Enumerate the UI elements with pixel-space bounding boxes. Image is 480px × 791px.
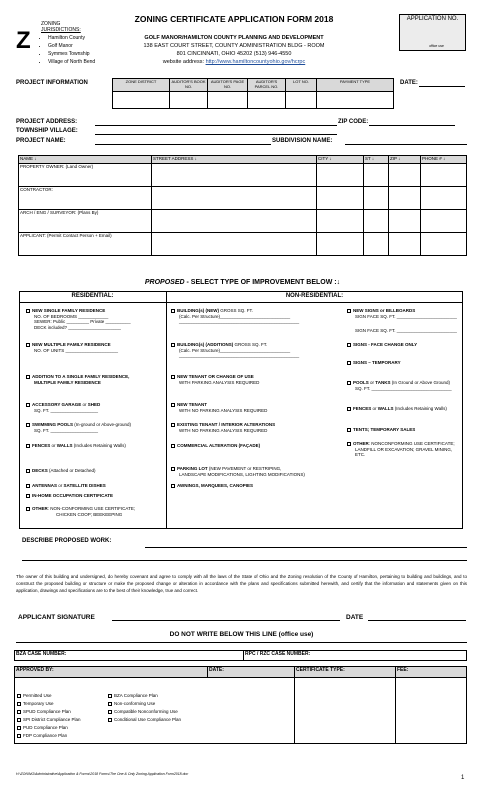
option-label: TANKS	[375, 380, 391, 385]
col-book-no: AUDITOR'S BOOK NO.	[170, 79, 208, 92]
checkbox[interactable]	[347, 361, 351, 365]
checkbox[interactable]	[347, 428, 351, 432]
legal-statement: The owner of this building and undersigned, do hereby covenant and agree to comply with all the laws of the State of Ohio and the Zoning resolution of the County of Hamilton, pertaining to building and buildings, and to construct the proposed building or structure or make the proposed change or alteration in accordance with the plans and specifications submitted herewith, and certify that the information and statements given on this application, drawings and specifications are to the best of their knowledge, true and correct.	[16, 574, 467, 593]
cert-option[interactable]	[17, 708, 81, 716]
office-use-rule	[16, 642, 467, 643]
option-detail: WITH NO PARKING ANALYSIS REQUIRED	[179, 427, 268, 433]
option-label: SWIMMING POOLS	[32, 422, 73, 427]
option-other-nonres[interactable]	[347, 441, 461, 458]
describe-work-label: DESCRIBE PROPOSED WORK:	[22, 538, 112, 544]
residential-header: RESIDENTIAL:	[71, 293, 114, 299]
option-new-single-family[interactable]	[26, 308, 131, 330]
improvement-title-italic: PROPOSED	[144, 279, 185, 286]
certificate-options-col-1	[17, 692, 81, 740]
option-label: DECKS	[32, 468, 48, 473]
cert-option[interactable]	[17, 692, 81, 700]
jurisdiction-item: • Village of North Bend	[48, 58, 95, 66]
option-label: SPUD Compliance Plan	[23, 709, 71, 714]
contact-cell[interactable]	[317, 233, 364, 256]
cert-option[interactable]	[17, 732, 81, 740]
option-sub: (In Ground or Above Ground)	[390, 380, 450, 385]
option-new-tenant[interactable]	[171, 402, 267, 413]
contacts-table	[18, 155, 467, 256]
approval-date-label: DATE:	[208, 667, 295, 678]
office-info	[118, 34, 350, 66]
option-label: FENCES	[353, 406, 372, 411]
case-numbers-table	[14, 650, 467, 661]
option-detail: NO. OF BEDROOMS ____________	[34, 313, 109, 319]
project-info-table	[112, 78, 394, 109]
option-detail: (Calc. Per Structure)____________________________	[179, 313, 291, 319]
option-fences-walls-nonres[interactable]	[347, 406, 447, 412]
option-fences-walls[interactable]	[26, 443, 126, 449]
option-detail: SQ. FT. ___________________	[34, 407, 99, 413]
option-label: Conditional Use Compliance Plan	[114, 717, 182, 722]
option-label: SIGNS - FACE CHANGE ONLY	[353, 342, 418, 347]
cert-option[interactable]	[17, 700, 81, 708]
contact-cell[interactable]	[421, 187, 467, 210]
contact-cell[interactable]	[317, 210, 364, 233]
zoning-label: ZONING	[41, 21, 61, 27]
checkbox[interactable]	[347, 343, 351, 347]
contact-cell[interactable]	[317, 164, 364, 187]
approval-table	[14, 666, 467, 744]
option-label: BZA Compliance Plan	[114, 693, 158, 698]
option-label: WALLS	[56, 443, 73, 448]
option-label: BUILDING(s) (NEW)	[177, 308, 219, 313]
option-label: ANTENNAS	[32, 483, 58, 488]
option-or: or	[371, 406, 378, 411]
zone-district-input[interactable]	[113, 92, 170, 109]
option-label: NEW TENANT OR CHANGE OF USE	[177, 374, 254, 379]
option-sub: (Attached or Detached)	[47, 468, 96, 473]
certificate-options-col-2	[108, 692, 181, 724]
option-existing-tenant[interactable]	[171, 422, 275, 433]
option-label: TENTS; TEMPORARY SALES	[353, 427, 416, 432]
option-or: or	[50, 443, 57, 448]
office-address-2: 801 CINCINNATI, OHIO 45202 (513) 946-4550	[176, 51, 292, 57]
project-information-label: PROJECT INFORMATION	[16, 80, 88, 86]
checkbox[interactable]	[108, 702, 112, 706]
applicant-signature-label: APPLICANT SIGNATURE	[18, 614, 95, 621]
project-address-label: PROJECT ADDRESS:	[16, 119, 78, 125]
contact-cell[interactable]	[152, 210, 317, 233]
office-address-1: 138 EAST COURT STREET, COUNTY ADMINISTRATION BLDG - ROOM	[143, 43, 325, 49]
option-detail: MULTIPLE FAMILY RESIDENCE	[34, 379, 101, 385]
option-label: AWNINGS, MARQUEES, CANOPIES	[177, 483, 254, 488]
option-new-tenant-change-of-use[interactable]	[171, 374, 259, 385]
cert-option[interactable]	[17, 716, 81, 724]
jurisdictions-block	[41, 21, 95, 66]
col-parcel-no: AUDITOR'S PARCEL NO.	[248, 79, 286, 92]
option-detail: LANDFILL OR EXCAVATION; GRAVEL MINING, ETC.	[355, 446, 453, 457]
jurisdictions-list	[41, 34, 95, 66]
option-signs-face-change[interactable]	[347, 342, 417, 348]
contact-row-label[interactable]: ARCH / ENG / SURVEYOR: (Plans By)	[19, 210, 152, 233]
jurisdictions-label: JURISDICTIONS:	[41, 27, 81, 33]
describe-work-field-1[interactable]	[145, 547, 467, 548]
header-name: NAME ↓	[19, 156, 152, 164]
option-label: Non-conforming Use	[114, 701, 156, 706]
improvement-title	[18, 279, 467, 287]
contact-row-label[interactable]: APPLICANT: (Permit Contact Person + Email)	[19, 233, 152, 256]
option-sub: (Includes Retaining Walls)	[72, 443, 126, 448]
option-sub: : NON-CONFORMING USE CERTIFICATE;	[47, 506, 136, 511]
checkbox[interactable]	[17, 734, 21, 738]
project-name-label: PROJECT NAME:	[16, 138, 66, 144]
option-garage-shed[interactable]	[26, 402, 100, 413]
checkbox[interactable]	[108, 718, 112, 722]
application-number-box[interactable]	[399, 14, 466, 51]
office-use-sub: (office use)	[276, 631, 314, 638]
cert-option[interactable]	[108, 716, 181, 724]
jurisdiction-item: • Symmes Township	[48, 50, 95, 58]
do-not-write-text: DO NOT WRITE BELOW THIS LINE	[169, 631, 277, 638]
checkbox[interactable]	[26, 469, 30, 473]
cert-option[interactable]	[108, 708, 181, 716]
option-tents[interactable]	[347, 427, 415, 433]
nonresidential-header: NON-RESIDENTIAL:	[285, 293, 344, 299]
payment-type-input[interactable]	[317, 92, 394, 109]
zip-code-field[interactable]	[369, 125, 455, 126]
option-sub: : NONCONFORMING USE CERTIFICATE;	[368, 441, 455, 446]
option-label: COMMERCIAL ALTERATION (FAÇADE)	[177, 443, 261, 448]
checkbox[interactable]	[17, 694, 21, 698]
footer-path: H:\ZONING\Administrative\Application & Forms\2018 Forms\The One & Only Zoning Application Form2018.doc	[16, 772, 189, 776]
option-detail: DECK included? _____________________	[34, 324, 121, 330]
option-detail: (Calc. Per Structure)____________________________	[179, 347, 291, 353]
checkbox[interactable]	[17, 718, 21, 722]
checkbox[interactable]	[171, 309, 175, 313]
option-label: IN-HOME OCCUPATION CERTIFICATE	[32, 493, 113, 498]
option-decks[interactable]	[26, 468, 96, 474]
option-detail: SIGN FACE SQ. FT. ________________________	[355, 328, 457, 333]
down-arrow-icon: ↓	[336, 279, 341, 286]
date-label: DATE:	[400, 80, 418, 86]
contact-cell[interactable]	[421, 233, 467, 256]
header-phone: PHONE # ↓	[421, 156, 467, 164]
col-lot-no: LOT NO.	[286, 79, 317, 92]
checkbox[interactable]	[171, 484, 175, 488]
township-label: TOWNSHIP VILLAGE:	[16, 128, 78, 134]
contact-cell[interactable]	[389, 187, 421, 210]
option-parking-lot[interactable]	[171, 466, 305, 477]
checkbox[interactable]	[17, 702, 21, 706]
option-label: ADDITION TO A SINGLE FAMILY RESIDENCE,	[32, 374, 130, 379]
option-label: NEW TENANT	[177, 402, 207, 407]
option-label: SIGNS – TEMPORARY	[353, 360, 401, 365]
form-title: ZONING CERTIFICATE APPLICATION FORM 2018	[134, 14, 334, 24]
contact-row-label[interactable]: CONTRACTOR:	[19, 187, 152, 210]
option-sub: GROSS SQ. FT.	[219, 308, 254, 313]
office-name: GOLF MANOR/HAMILTON COUNTY PLANNING AND DEVELOPMENT	[144, 35, 324, 41]
date-field[interactable]	[419, 86, 465, 87]
zip-code-label: ZIP CODE:	[338, 119, 369, 125]
lot-no-input[interactable]	[286, 92, 317, 109]
checkbox[interactable]	[26, 403, 30, 407]
option-new-multiple-family[interactable]	[26, 342, 118, 353]
checkbox[interactable]	[26, 494, 30, 498]
option-detail: SQ. FT. ________________________________	[355, 385, 452, 391]
website-label: website address:	[162, 59, 206, 65]
option-detail: ________________________________________________	[179, 353, 300, 358]
col-zone-district: ZONE DISTRICT	[113, 79, 170, 92]
option-swimming-pools[interactable]	[26, 422, 131, 433]
improvement-header-rule	[19, 302, 463, 303]
option-sub: (NEW PAVEMENT or RESTRIPING,	[207, 466, 282, 471]
township-field[interactable]	[95, 134, 337, 135]
contact-row-label[interactable]: PROPERTY OWNER: (Land Owner)	[19, 164, 152, 187]
option-detail: SQ. FT. ___________________	[34, 427, 99, 433]
certificate-type-label: CERTIFICATE TYPE:	[295, 667, 396, 678]
option-other-residential[interactable]	[26, 506, 135, 517]
option-label: EXISTING TENANT / INTERIOR ALTERATIONS	[177, 422, 276, 427]
checkbox[interactable]	[171, 467, 175, 471]
project-address-field[interactable]	[95, 125, 337, 126]
option-in-home-occupation[interactable]	[26, 493, 113, 499]
rpc-case-number-field[interactable]: RPC / RZC CASE NUMBER:	[244, 651, 467, 661]
checkbox[interactable]	[26, 309, 30, 313]
option-label: FENCES	[32, 443, 51, 448]
option-label: OTHER	[32, 506, 48, 511]
option-detail: ________________________________________________	[179, 319, 300, 324]
cert-option[interactable]	[108, 692, 181, 700]
checkbox[interactable]	[347, 381, 351, 385]
option-label: Compatible Nonconforming Use	[114, 709, 178, 714]
cert-option[interactable]	[108, 700, 181, 708]
option-label: NEW MULTIPLE FAMILY RESIDENCE	[32, 342, 111, 347]
checkbox[interactable]	[17, 726, 21, 730]
checkbox[interactable]	[171, 375, 175, 379]
option-awnings[interactable]	[171, 483, 253, 489]
option-signs-temporary[interactable]	[347, 360, 401, 366]
book-no-input[interactable]	[170, 92, 208, 109]
checkbox[interactable]	[26, 507, 30, 511]
option-label: NEW SIGNS or BILLBOARDS	[353, 308, 416, 313]
checkbox[interactable]	[26, 423, 30, 427]
signature-date-field[interactable]	[368, 620, 466, 621]
page-number: 1	[461, 775, 465, 781]
option-detail: WITH PARKING ANALYSIS REQUIRED	[179, 379, 260, 385]
option-detail: WITH NO PARKING ANALYSIS REQUIRED	[179, 407, 268, 413]
checkbox[interactable]	[171, 343, 175, 347]
checkbox[interactable]	[26, 484, 30, 488]
option-detail: SEWER: Public _________ Private __________	[34, 319, 131, 324]
option-detail: LANDSCAPE MODIFICATIONS, LIGHTING MODIFICATIONS)	[179, 471, 305, 477]
contact-cell[interactable]	[364, 210, 389, 233]
option-label: PUD Compliance Plan	[23, 725, 68, 730]
option-detail: NO. OF UNITS _____________________	[34, 347, 119, 353]
signature-date-label: DATE	[346, 614, 364, 621]
option-label: FDP Compliance Plan	[23, 733, 68, 738]
option-label: OTHER	[353, 441, 369, 446]
contact-cell[interactable]	[421, 210, 467, 233]
jurisdiction-item: • Golf Manor	[48, 42, 95, 50]
option-label: SPI District Compliance Plan	[23, 717, 81, 722]
fee-field[interactable]	[396, 678, 467, 744]
checkbox[interactable]	[108, 694, 112, 698]
option-sub: (In-ground or Above-ground)	[73, 422, 132, 427]
option-antennas[interactable]	[26, 483, 106, 489]
contact-cell[interactable]	[389, 233, 421, 256]
contact-cell[interactable]	[364, 187, 389, 210]
checkbox[interactable]	[26, 444, 30, 448]
fee-label: FEE:	[396, 667, 467, 678]
website-line	[118, 58, 350, 66]
office-use-heading	[16, 631, 467, 639]
cert-option[interactable]	[17, 724, 81, 732]
option-or: or	[81, 402, 88, 407]
application-number-label: APPLICATION NO.	[406, 16, 459, 22]
col-payment-type: PAYMENT TYPE	[317, 79, 394, 92]
describe-work-field-2[interactable]	[22, 560, 467, 561]
contact-cell[interactable]	[317, 187, 364, 210]
checkbox[interactable]	[171, 444, 175, 448]
checkbox[interactable]	[26, 375, 30, 379]
header-street: STREET ADDRESS ↓	[152, 156, 317, 164]
subdivision-field[interactable]	[345, 144, 467, 145]
contact-cell[interactable]	[152, 233, 317, 256]
checkbox[interactable]	[17, 710, 21, 714]
contact-cell[interactable]	[421, 164, 467, 187]
option-or: or	[368, 380, 376, 385]
header-state: ST ↓	[364, 156, 389, 164]
contact-cell[interactable]	[152, 187, 317, 210]
col-page-no: AUDITOR'S PAGE NO.	[208, 79, 248, 92]
option-building-new[interactable]	[171, 308, 299, 325]
contact-cell[interactable]	[364, 233, 389, 256]
option-label: Temporary Use	[23, 701, 54, 706]
bza-case-number-field[interactable]: BZA CASE NUMBER:	[15, 651, 244, 661]
option-sub: GROSS SQ. FT.	[233, 342, 268, 347]
checkbox[interactable]	[171, 423, 175, 427]
checkbox[interactable]	[347, 442, 351, 446]
option-label: BUILDING(s) (ADDITIONS)	[177, 342, 234, 347]
option-addition[interactable]	[26, 374, 129, 385]
office-use-note: office use	[429, 44, 444, 48]
option-building-additions[interactable]	[171, 342, 299, 359]
option-commercial-alteration[interactable]	[171, 443, 260, 449]
option-label: NEW SINGLE FAMILY RESIDENCE	[32, 308, 106, 313]
approved-by-label: APPROVED BY:	[15, 667, 208, 678]
contact-cell[interactable]	[364, 164, 389, 187]
contact-cell[interactable]	[389, 164, 421, 187]
option-label: SHED	[87, 402, 101, 407]
option-or: or	[57, 483, 64, 488]
website-link[interactable]: http://www.hamiltoncountyohio.gov/hcrpc	[205, 59, 306, 65]
parcel-no-input[interactable]	[248, 92, 286, 109]
improvement-title-text: - SELECT TYPE OF IMPROVEMENT BELOW :	[184, 279, 337, 286]
option-label: PARKING LOT	[177, 466, 208, 471]
checkbox[interactable]	[26, 343, 30, 347]
header-city: CITY ↓	[317, 156, 364, 164]
page-no-input[interactable]	[208, 92, 248, 109]
logo-letter: Z	[16, 27, 31, 54]
option-sub: (Includes Retaining Walls)	[393, 406, 447, 411]
checkbox[interactable]	[171, 403, 175, 407]
option-label: ACCESSORY GARAGE	[32, 402, 82, 407]
option-detail: CHICKEN COOP; BEEKEEPING	[56, 511, 123, 517]
option-label: WALLS	[377, 406, 394, 411]
contact-cell[interactable]	[389, 210, 421, 233]
option-pools-tanks[interactable]	[347, 380, 452, 391]
project-name-field[interactable]	[95, 144, 271, 145]
improvement-divider	[166, 291, 167, 529]
option-label: POOLS	[353, 380, 369, 385]
header-zip: ZIP ↓	[389, 156, 421, 164]
option-new-signs[interactable]	[347, 308, 457, 334]
applicant-signature-field[interactable]	[112, 620, 340, 621]
subdivision-label: SUBDIVISION NAME:	[272, 138, 333, 144]
option-label: SATELLITE DISHES	[63, 483, 106, 488]
checkbox[interactable]	[108, 710, 112, 714]
contact-cell[interactable]	[152, 164, 317, 187]
jurisdiction-item: • Hamilton County	[48, 34, 95, 42]
checkbox[interactable]	[347, 407, 351, 411]
certificate-type-field[interactable]	[295, 678, 396, 744]
option-label: Permitted Use	[23, 693, 52, 698]
checkbox[interactable]	[347, 309, 351, 313]
option-detail: SIGN FACE SQ. FT. ________________________	[355, 313, 457, 319]
